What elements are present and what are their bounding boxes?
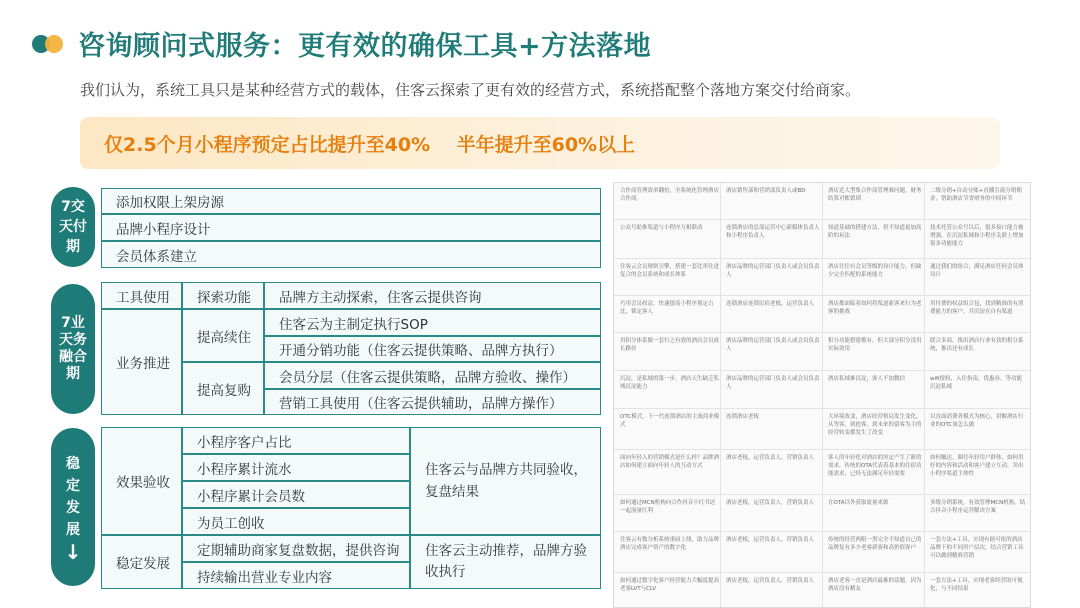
document-table-cell: 酒店销售部和营销部负责人或BD — [726, 188, 806, 194]
document-table-row — [614, 259, 1031, 296]
repurchase-item-2-text: 营销工具使用（住客云提供辅助，品牌方操作） — [279, 396, 563, 412]
explore-cell — [182, 282, 264, 309]
document-table-cell: 酒店老板，运营负责人，营销负责人 — [726, 455, 815, 461]
delivery-item-1-text: 添加权限上架房源 — [116, 195, 224, 211]
acceptance-cell — [101, 427, 182, 535]
document-table-cell: 如何触达，圈住年轻用户群体，如何用好的内容和活动和客户建立互动，突出小程序渠道主体性 — [930, 455, 1024, 477]
document-table-cell: 住客云有数分析系统重磅上线，助力品牌酒店完成客户资产的数字化 — [620, 537, 720, 551]
document-preview — [613, 182, 1031, 608]
document-table-cell: 如何通过MCN机构向合作抖音小红书达一起流量红利 — [620, 500, 716, 514]
retention-item-2 — [264, 336, 601, 362]
page-title: 咨询顾问式服务：更有效的确保工具+方法落地 — [78, 31, 652, 62]
acceptance-result-text: 住客云与品牌方共同验收，复盘结果 — [425, 462, 587, 500]
acceptance-item-1 — [182, 427, 410, 454]
highlight-banner — [80, 117, 1000, 169]
explore-desc-text: 品牌方主动探索，住客云提供咨询 — [279, 289, 482, 306]
section-label-stable-text: 稳定发展 — [66, 455, 80, 538]
document-table-cell: 酒店往往有会员等级的设计能力，但缺少完全匹配的系统能力 — [828, 264, 922, 278]
document-table-cell: 通过我们的组合，满足酒店任何会员体设计 — [930, 264, 1024, 278]
document-table-cell: 技术托管公众号以后，很多接口能力被增强，在沉淀私域和小程序关联上增加很多功能能力 — [930, 225, 1024, 247]
delivery-item-1 — [101, 188, 601, 214]
repurchase-text: 提高复购 — [197, 382, 251, 399]
document-table-cell: 酒店老板，运营负责人，营销负责人 — [726, 578, 815, 584]
document-table-cell: 连锁酒店老板 — [726, 414, 760, 420]
document-table-cell: 传统的经营两眼一黑完全不知道自己的品牌复有多少老客新客和高价值客户 — [828, 537, 922, 551]
document-table-cell: 二级分销+自动分账+直播引流分销佣金，帮助酒店节省财务的中间环节 — [930, 188, 1022, 202]
acceptance-item-2-text: 小程序累计流水 — [197, 461, 292, 478]
document-table-cell: 一套方法+工具，实现老客经营的可视化，与不同结果 — [930, 578, 1023, 592]
document-table-cell: 巧用会员权益，快速提高小程序预定占比，锁定客人 — [620, 301, 714, 315]
tool-use-cell — [101, 282, 182, 309]
acceptance-text: 效果验收 — [116, 475, 170, 491]
document-table-cell: 在OTA以外获取流量来源 — [828, 500, 889, 506]
acceptance-item-1-text: 小程序客户占比 — [197, 434, 292, 451]
document-table-cell: 公众号助推渠道与小程序互相联动 — [620, 225, 703, 231]
document-table-cell: 酒店老客一直是酒店最难的话题，因为酒店没有精友 — [828, 578, 922, 592]
document-table-cell: 联合多商，推出酒店行业有效的积分系统，推出还有成长 — [930, 338, 1024, 352]
document-table-cell: 多级分销系统，有效管理MCN机构，结合抖音小程序运营解决方案 — [930, 500, 1026, 514]
retention-text: 提高续住 — [197, 329, 251, 346]
document-table-cell: 连锁酒店的总部运营中心新媒体负责人和小程序负责人 — [726, 225, 820, 239]
section-label-integration-text: 7业天务融合期 — [59, 315, 87, 382]
document-table-row — [614, 183, 1031, 220]
brand-logo — [32, 33, 68, 55]
document-table-cell: 积分功能搭建都有，但大部分积分没用实际效用 — [828, 338, 922, 352]
document-table-row — [614, 532, 1031, 573]
stable-item-2-text: 持续输出营业专业内容 — [197, 569, 332, 586]
banner-text: 仅2.5个月小程序预定占比提升至40% 半年提升至60%以上 — [104, 134, 636, 156]
document-table-row — [614, 371, 1031, 409]
stable-result-cell — [410, 535, 601, 589]
document-table-cell: 沉淀，是私域的第一步，酒店天生缺乏私域沉淀能力 — [620, 376, 720, 390]
document-table-cell: 酒店品牌的运营部门负责人或会员负责人 — [726, 376, 820, 390]
retention-item-1 — [264, 309, 601, 336]
retention-item-2-text: 开通分销功能（住客云提供策略、品牌方执行） — [279, 343, 563, 359]
document-table-cell: 酒店品牌的运营部门负责人或会员负责人 — [726, 264, 820, 278]
document-table-cell: 用积分体系做一套行之有效的酒店会员成长路径 — [620, 338, 720, 352]
retention-item-1-text: 住客云为主制定执行SOP — [279, 316, 428, 333]
document-table-row — [614, 450, 1031, 495]
acceptance-result-cell — [410, 427, 601, 535]
stable-text: 稳定发展 — [116, 556, 170, 572]
repurchase-item-1 — [264, 362, 601, 389]
document-table-row — [614, 409, 1031, 450]
document-table-cell: 如何通过数字化客户经营能力大幅度提高老客LVT与CLV — [620, 578, 720, 592]
stable-item-1-text: 定期辅助商家复盘数据，提供咨询 — [197, 542, 400, 559]
document-table-row — [614, 220, 1031, 259]
stable-item-1 — [182, 535, 410, 562]
document-table-cell: 大环境改变，酒店经营格局发生变化，从等客，到抢客，到未来的留客为主的经营转变都发生了改变 — [828, 414, 922, 436]
section-label-stable — [51, 428, 95, 586]
document-table-cell: 酒店老板，运营负责人，营销负责人 — [726, 537, 815, 543]
document-table-cell: 以直面消费者模式为核心，讲解酒店行业的OTC该怎么做 — [930, 414, 1024, 428]
document-table-cell: 合作商管理效率翻倍，全系统化管理酒店合作商。 — [620, 188, 720, 202]
stable-cell — [101, 535, 182, 589]
document-table-cell: OTC模式，下一代连锁酒店的主流商业模式 — [620, 414, 720, 428]
stable-result-text: 住客云主动推荐，品牌方验收执行 — [425, 543, 587, 580]
section-label-integration — [51, 284, 95, 414]
repurchase-cell — [182, 362, 264, 415]
acceptance-item-4 — [182, 508, 410, 535]
acceptance-item-2 — [182, 454, 410, 481]
business-cell — [101, 309, 182, 415]
explore-text: 探索功能 — [197, 289, 251, 306]
document-table-row — [614, 333, 1031, 371]
page-subtitle: 我们认为，系统工具只是某种经营方式的载体，住客云探索了更有效的经营方式，系统搭配整个落地方案交付给商家。 — [80, 81, 861, 99]
tool-use-text: 工具使用 — [116, 289, 170, 306]
document-table-cell: 连锁酒店连锁民宿老板，运营负责人 — [726, 301, 815, 307]
repurchase-item-2 — [264, 389, 601, 415]
document-table-cell: 面向年轻人的营销模式是什么样？品牌酒店如何建立面向年轻人的互动方式 — [620, 455, 720, 469]
document-table-row — [614, 495, 1031, 532]
document-table-cell: 用付费的权益组合包，找到精准的有消费能力的客户，并沉淀在自有渠道 — [930, 301, 1024, 315]
stable-item-2 — [182, 562, 410, 589]
acceptance-item-3-text: 小程序累计会员数 — [197, 488, 305, 505]
retention-cell — [182, 309, 264, 362]
delivery-item-3 — [101, 241, 601, 268]
document-table-row — [614, 573, 1031, 608]
document-table-cell: 酒店近大型集合作商管理难问题，财务结算对账繁琐 — [828, 188, 922, 202]
acceptance-item-3 — [182, 481, 410, 508]
document-table-cell: 住客云会员规则引擎，搭建一套比率住进复合的会员系统和成长体系 — [620, 264, 720, 278]
document-table-cell: 一套方法+工具，实现有据可依的酒店品牌下的不同用户层次，结合营销工具可以做到精准营销 — [930, 537, 1024, 559]
delivery-item-3-text: 会员体系建立 — [116, 248, 197, 265]
delivery-item-2-text: 品牌小程序设计 — [116, 221, 211, 238]
logo-dot-yellow — [45, 35, 63, 53]
repurchase-item-1-text: 会员分层（住客云提供策略，品牌方验收、操作） — [279, 369, 576, 386]
document-table-cell: 酒店私域难沉淀，客人不加微信 — [828, 376, 906, 382]
section-label-delivery — [51, 187, 95, 267]
explore-desc-cell — [264, 282, 601, 309]
document-table-cell: 酒店老板，运营负责人，营销负责人 — [726, 500, 815, 506]
document-table-row — [614, 296, 1031, 333]
acceptance-item-4-text: 为员工创收 — [197, 515, 265, 532]
delivery-item-2 — [101, 214, 601, 241]
document-table-cell: 客人的年轻化对酒店的突定产生了新的需求，传统的OTA代表着基本的住宿功能需求，已经无法满足年轻需要 — [828, 455, 922, 477]
business-text: 业务推进 — [116, 356, 170, 372]
document-table-cell: wifi授权，入住指南，优惠券，等功能沉淀私域 — [930, 376, 1022, 390]
document-table-cell: 酒店都面临着如何将渠道新客来行为老客的挑战 — [828, 301, 922, 315]
down-arrow-icon: ↓ — [64, 539, 82, 564]
document-table-cell: 酒店品牌的运营部门负责人或会员负责人 — [726, 338, 820, 352]
document-table-cell: 知道基础的搭建方法，但不知道更加高阶的玩法 — [828, 225, 922, 239]
section-label-delivery-text: 7交天付期 — [59, 199, 87, 255]
